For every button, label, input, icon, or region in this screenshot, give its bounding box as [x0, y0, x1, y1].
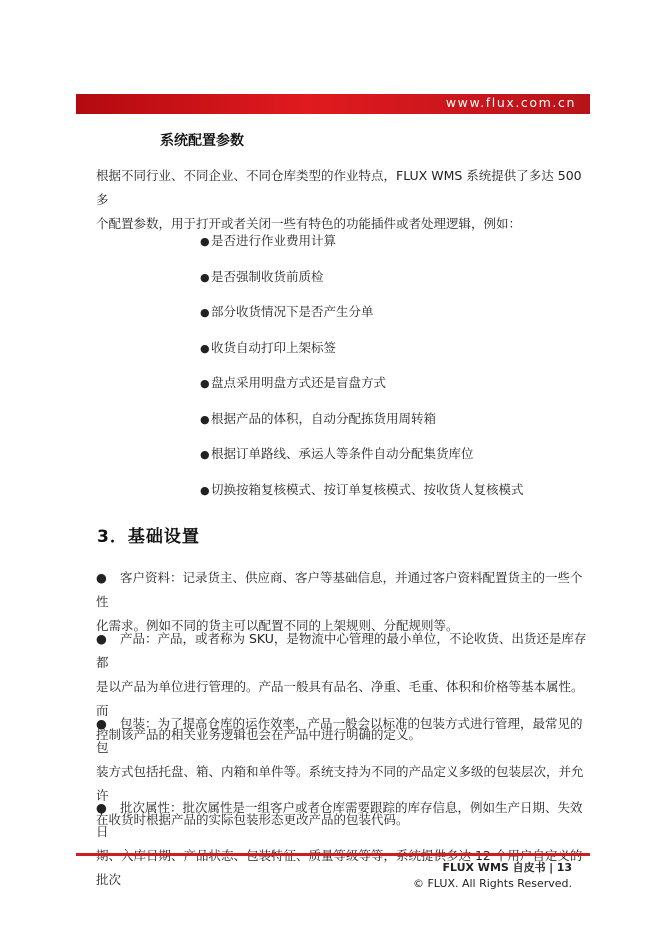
- paragraph-line: ● 包装：为了提高仓库的运作效率，产品一般会以标准的包装方式进行管理，最常见的包: [96, 712, 590, 760]
- footer-title-line: [413, 860, 572, 876]
- list-item: ●根据产品的体积，自动分配拣货用周转箱: [200, 410, 437, 426]
- bullet-icon: ●: [200, 377, 210, 390]
- list-item: ●部分收货情况下是否产生分单: [200, 304, 374, 319]
- list-item: ●收货自动打印上架标签: [200, 339, 337, 355]
- footer-doc-title: FLUX WMS 自皮书: [442, 861, 546, 874]
- list-item: ●是否强制收货前质检: [200, 268, 324, 284]
- paragraph-line: 是以产品为单位进行管理的。产品一般具有品名、净重、毛重、体积和价格等基本属性。而: [96, 679, 584, 718]
- list-item: ●切换按箱复核模式、按订单复核模式、按收货人复核模式: [200, 481, 524, 497]
- header-url: www.flux.com.cn: [445, 95, 576, 110]
- footer-divider: [76, 853, 590, 856]
- paragraph-line: ● 客户资料：记录货主、供应商、客户等基础信息，并通过客户资料配置货主的一些个性: [96, 566, 590, 614]
- bullet-icon: ●: [200, 270, 210, 284]
- paragraph-line: ● 产品：产品，或者称为 SKU，是物流中心管理的最小单位，不论收货、出货还是库存都: [96, 627, 590, 675]
- bullet-icon: ●: [200, 341, 210, 355]
- config-intro-line: 根据不同行业、不同企业、不同仓库类型的作业特点，FLUX WMS 系统提供了多达 500 多: [96, 168, 582, 207]
- section-heading-basic: 3．基础设置: [97, 527, 200, 547]
- paragraph-line: 控制该产品的相关业务逻辑也会在产品中进行明确的定义。: [96, 727, 422, 742]
- paragraph-line: 装方式包括托盘、箱、内箱和单件等。系统支持为不同的产品定义多级的包装层次，并允许: [96, 764, 584, 803]
- list-item: ●是否进行作业费用计算: [200, 233, 337, 248]
- footer-copyright: © FLUX. All Rights Reserved.: [412, 877, 572, 890]
- bullet-icon: ●: [200, 306, 210, 319]
- paragraph-line: ● 批次属性：批次属性是一组客户或者仓库需要跟踪的库存信息，例如生产日期、失效日: [96, 796, 590, 844]
- page-number: 13: [556, 861, 572, 874]
- config-list: [200, 231, 524, 515]
- bullet-icon: ●: [96, 570, 107, 585]
- footer: [413, 860, 572, 892]
- list-item: ●根据订单路线、承运人等条件自动分配集货库位: [200, 446, 474, 461]
- bullet-icon: ●: [96, 800, 107, 815]
- bullet-icon: ●: [200, 412, 210, 426]
- bullet-icon: ●: [200, 448, 210, 461]
- paragraph-line: 在收货时根据产品的实际包装形态更改产品的包装代码。: [96, 812, 409, 827]
- section-title-config: 系统配置参数: [160, 133, 244, 149]
- bullet-icon: ●: [96, 631, 107, 646]
- bullet-icon: ●: [200, 483, 210, 497]
- list-item: ●盘点采用明盘方式还是盲盘方式: [200, 375, 387, 390]
- config-intro-line: 个配置参数，用于打开或者关闭一些有特色的功能插件或者处理逻辑，例如：: [96, 216, 522, 231]
- config-intro: [96, 164, 586, 236]
- header-bar: [76, 94, 590, 114]
- paragraph-line: 批次: [96, 872, 122, 887]
- bullet-icon: ●: [200, 235, 210, 248]
- bullet-icon: ●: [96, 716, 107, 731]
- paragraph-line: 化需求。例如不同的货主可以配置不同的上架规则、分配规则等。: [96, 618, 459, 633]
- footer-separator: |: [549, 861, 554, 874]
